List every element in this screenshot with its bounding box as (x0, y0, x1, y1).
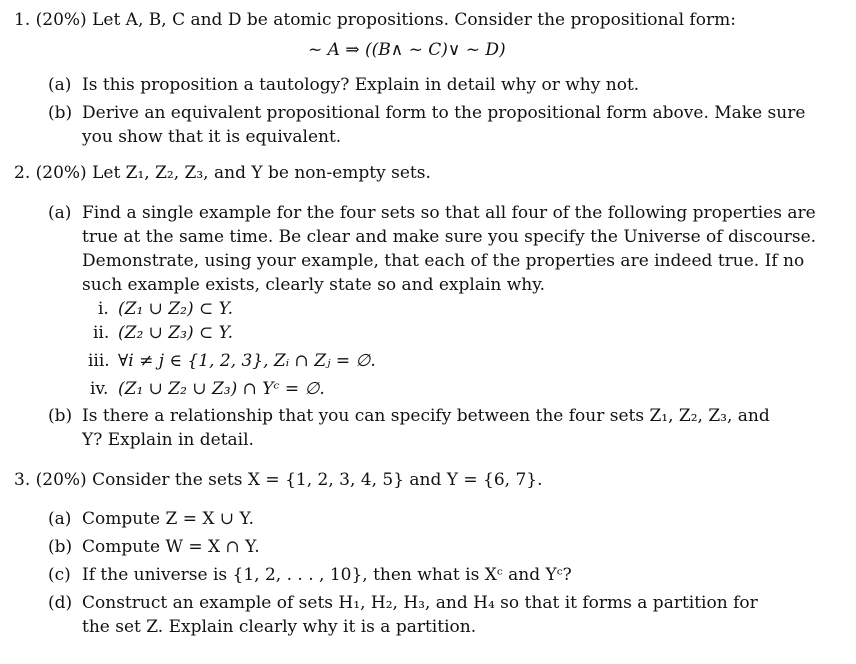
question-text: (20%) Let Z₁, Z₂, Z₃, and Y be non-empty sets. (35, 163, 431, 183)
part-label: (c) (48, 565, 71, 585)
question-number: 1. (14, 10, 31, 30)
question-number: 3. (14, 470, 31, 490)
part-text: Y? Explain in detail. (82, 430, 254, 450)
question-1-header (14, 8, 736, 32)
question-3-header (14, 468, 543, 492)
part-text: If the universe is {1, 2, . . . , 10}, then what is Xᶜ and Yᶜ? (82, 565, 572, 585)
part-text: the set Z. Explain clearly why it is a partition. (82, 617, 477, 637)
question-text: (20%) Consider the sets X = {1, 2, 3, 4, 5} and Y = {6, 7}. (35, 470, 543, 490)
question-text: (20%) Let A, B, C and D be atomic propositions. Consider the propositional form: (35, 10, 736, 30)
propositional-formula: ~ A ⇒ ((B∧ ~ C)∨ ~ D) (308, 40, 506, 60)
subitem-text: (Z₁ ∪ Z₂) ⊂ Y. (118, 299, 234, 319)
part-label: (b) (48, 537, 73, 557)
part-label: (a) (48, 75, 72, 95)
subitem-text: ∀i ≠ j ∈ {1, 2, 3}, Zᵢ ∩ Zⱼ = ∅. (118, 351, 376, 371)
part-text: Demonstrate, using your example, that each of the properties are indeed true. If no (82, 251, 805, 271)
part-text: such example exists, clearly state so and explain why. (82, 275, 545, 295)
subitem-label: iii. (88, 351, 110, 371)
question-2-header (14, 161, 431, 185)
part-text: Find a single example for the four sets so that all four of the following properties are (82, 203, 816, 223)
part-text: Is this proposition a tautology? Explain in detail why or why not. (82, 75, 640, 95)
part-text: true at the same time. Be clear and make sure you specify the Universe of discourse. (82, 227, 817, 247)
part-label: (a) (48, 509, 72, 529)
part-text: Derive an equivalent propositional form to the propositional form above. Make sure (82, 103, 806, 123)
part-label: (a) (48, 203, 72, 223)
part-label: (b) (48, 103, 73, 123)
part-label: (d) (48, 593, 73, 613)
part-text: Is there a relationship that you can specify between the four sets Z₁, Z₂, Z₃, and (82, 406, 770, 426)
question-number: 2. (14, 163, 31, 183)
subitem-text: (Z₁ ∪ Z₂ ∪ Z₃) ∩ Yᶜ = ∅. (118, 379, 325, 399)
part-text: you show that it is equivalent. (82, 127, 342, 147)
subitem-label: i. (98, 299, 109, 319)
subitem-label: iv. (90, 379, 109, 399)
part-text: Compute W = X ∩ Y. (82, 537, 260, 557)
subitem-text: (Z₂ ∪ Z₃) ⊂ Y. (118, 323, 234, 343)
part-text: Construct an example of sets H₁, H₂, H₃, and H₄ so that it forms a partition for (82, 593, 758, 613)
part-label: (b) (48, 406, 73, 426)
part-text: Compute Z = X ∪ Y. (82, 509, 254, 529)
subitem-label: ii. (93, 323, 110, 343)
